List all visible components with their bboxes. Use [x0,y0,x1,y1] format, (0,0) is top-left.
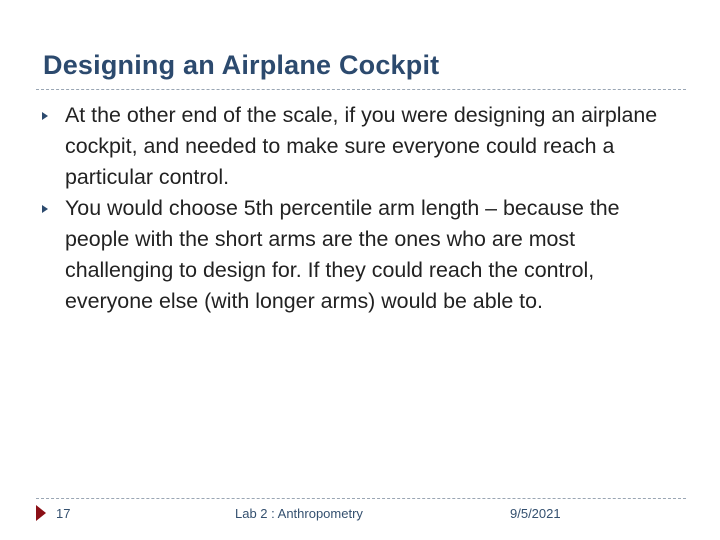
footer-divider [36,498,686,499]
bullet-item [40,193,680,317]
bullet-item [40,100,680,193]
title-divider [36,89,686,90]
bullet-text: At the other end of the scale, if you were designing an airplane cockpit, and needed to make sure everyone could reach a particular control. [65,103,658,189]
page-number: 17 [56,506,71,521]
footer-date: 9/5/2021 [510,506,561,521]
bullet-arrow-icon [42,205,48,213]
footer-title: Lab 2 : Anthropometry [235,506,363,521]
slide-title: Designing an Airplane Cockpit [43,50,440,80]
bullet-list [40,100,680,317]
bullet-text: You would choose 5th percentile arm length – because the people with the short arms are the ones who are most challenging to design for. If they could reach the control, everyone else (with longer arms) would be able to. [65,196,620,313]
bullet-arrow-icon [42,112,48,120]
footer-triangle-icon [36,505,46,521]
